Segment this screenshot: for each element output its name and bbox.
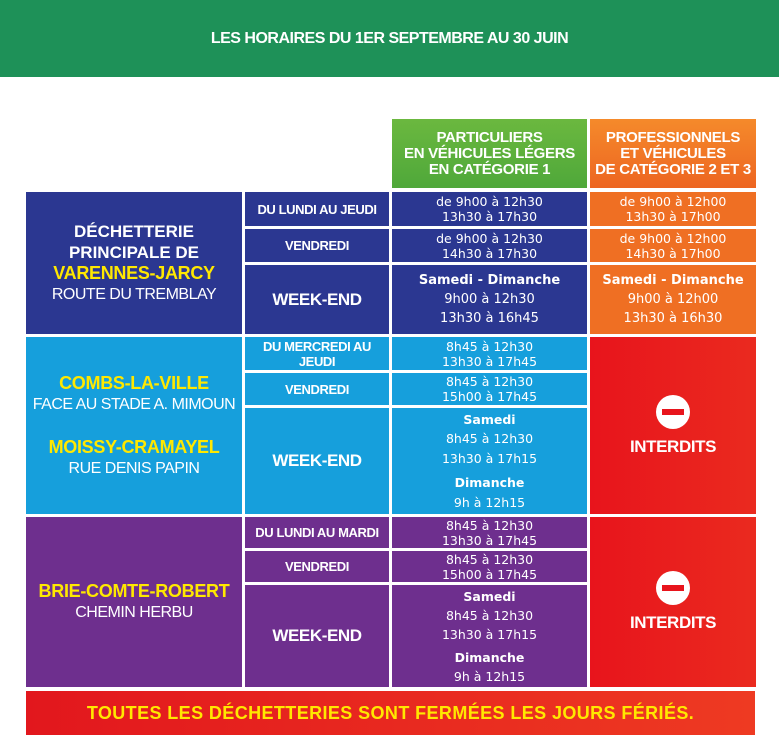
varennes-pro-1-a: de 9h00 à 12h00 <box>619 194 727 209</box>
page-banner <box>0 0 779 77</box>
brie-part-3-c: 13h30 à 17h15 <box>441 626 538 642</box>
varennes-pro-1-b: 13h30 à 17h00 <box>625 209 721 224</box>
varennes-part-2-a: de 9h00 à 12h30 <box>436 230 543 246</box>
brie-day-3: WEEK-END <box>245 585 389 687</box>
combs-part-1 <box>392 337 587 370</box>
combs-pro-banned <box>590 337 756 514</box>
varennes-pro-3-a: Samedi - Dimanche <box>602 273 744 288</box>
brie-day-1: DU LUNDI AU MARDI <box>245 517 389 548</box>
combs-part-3-b: 8h45 à 12h30 <box>445 431 534 447</box>
site-combs-moissy <box>26 337 242 514</box>
brie-part-3-e: 9h à 12h15 <box>453 668 526 684</box>
site-varennes-line1: DÉCHETTERIE <box>74 222 194 241</box>
varennes-part-2 <box>392 229 587 262</box>
banner-title: LES HORAIRES DU 1ER SEPTEMBRE AU 30 JUIN <box>210 29 569 47</box>
brie-pro-banned <box>590 517 756 687</box>
header-particuliers-line3: EN CATÉGORIE 1 <box>428 160 551 178</box>
header-professionnels-line1: PROFESSIONNELS <box>605 128 741 146</box>
varennes-pro-1 <box>590 192 756 226</box>
no-entry-icon <box>656 571 690 605</box>
brie-part-2 <box>392 551 587 582</box>
header-professionnels <box>590 119 756 188</box>
combs-part-3-d: Dimanche <box>454 475 525 491</box>
varennes-part-3-b: 9h00 à 12h30 <box>444 292 535 307</box>
site-combs-address: FACE AU STADE A. MIMOUN <box>32 395 236 413</box>
combs-part-1-a: 8h45 à 12h30 <box>445 338 534 354</box>
header-professionnels-line2: ET VÉHICULES <box>620 144 726 162</box>
varennes-part-2-b: 14h30 à 17h30 <box>441 245 538 261</box>
combs-part-3-c: 13h30 à 17h15 <box>441 450 538 466</box>
brie-part-1-b: 13h30 à 17h45 <box>441 532 538 548</box>
varennes-pro-3-c: 13h30 à 16h30 <box>623 311 723 326</box>
varennes-part-1 <box>392 192 587 226</box>
varennes-pro-2-b: 14h30 à 17h00 <box>625 245 721 261</box>
combs-day-2: VENDREDI <box>245 373 389 405</box>
combs-part-2-b: 15h00 à 17h45 <box>441 389 538 404</box>
site-combs-town: COMBS-LA-VILLE <box>59 372 209 393</box>
brie-part-2-a: 8h45 à 12h30 <box>445 551 534 567</box>
varennes-part-1-b: 13h30 à 17h30 <box>441 209 538 224</box>
combs-part-3-a: Samedi <box>463 411 516 427</box>
combs-day-3: WEEK-END <box>245 408 389 514</box>
header-particuliers-line2: EN VÉHICULES LÉGERS <box>404 144 575 162</box>
brie-pro-label: INTERDITS <box>629 613 717 632</box>
header-professionnels-line3: DE CATÉGORIE 2 ET 3 <box>595 160 751 178</box>
varennes-pro-3-b: 9h00 à 12h00 <box>627 292 719 307</box>
no-entry-icon <box>656 395 690 429</box>
combs-part-3-e: 9h à 12h15 <box>453 494 526 510</box>
site-brie-address: CHEMIN HERBU <box>75 604 193 621</box>
combs-pro-label: INTERDITS <box>629 436 717 456</box>
varennes-pro-2 <box>590 229 756 262</box>
brie-part-1-a: 8h45 à 12h30 <box>445 517 534 533</box>
combs-day-1: DU MERCREDI AU JEUDI <box>245 337 389 370</box>
site-moissy-town: MOISSY-CRAMAYEL <box>48 436 220 457</box>
brie-part-3-d: Dimanche <box>454 649 525 665</box>
brie-part-3-a: Samedi <box>463 588 516 604</box>
site-varennes-town: VARENNES-JARCY <box>53 263 215 283</box>
varennes-day-1: DU LUNDI AU JEUDI <box>245 192 389 226</box>
brie-part-3-b: 8h45 à 12h30 <box>445 607 534 623</box>
site-varennes-address: ROUTE DU TREMBLAY <box>51 286 217 303</box>
varennes-part-3-c: 13h30 à 16h45 <box>440 311 539 326</box>
varennes-part-1-a: de 9h00 à 12h30 <box>436 194 543 209</box>
combs-part-2-a: 8h45 à 12h30 <box>445 374 534 389</box>
brie-part-1 <box>392 517 587 548</box>
brie-part-2-b: 15h00 à 17h45 <box>441 566 538 582</box>
site-moissy-address: RUE DENIS PAPIN <box>68 459 200 477</box>
varennes-pro-3 <box>590 265 756 334</box>
varennes-day-3: WEEK-END <box>245 265 389 334</box>
site-brie <box>26 517 242 687</box>
footer-text: TOUTES LES DÉCHETTERIES SONT FERMÉES LES JOURS FÉRIÉS. <box>86 702 695 723</box>
site-brie-town: BRIE-COMTE-ROBERT <box>38 581 230 601</box>
varennes-part-3 <box>392 265 587 334</box>
header-particuliers <box>392 119 587 188</box>
site-varennes-line2: PRINCIPALE DE <box>68 243 200 262</box>
brie-part-3 <box>392 585 587 687</box>
combs-part-1-b: 13h30 à 17h45 <box>441 353 538 369</box>
varennes-day-2: VENDREDI <box>245 229 389 262</box>
site-varennes <box>26 192 242 334</box>
combs-part-3 <box>392 408 587 514</box>
brie-day-2: VENDREDI <box>245 551 389 582</box>
varennes-part-3-a: Samedi - Dimanche <box>418 273 561 288</box>
varennes-pro-2-a: de 9h00 à 12h00 <box>619 230 727 246</box>
combs-part-2 <box>392 373 587 405</box>
header-particuliers-line1: PARTICULIERS <box>436 128 543 146</box>
footer-notice <box>26 691 755 735</box>
